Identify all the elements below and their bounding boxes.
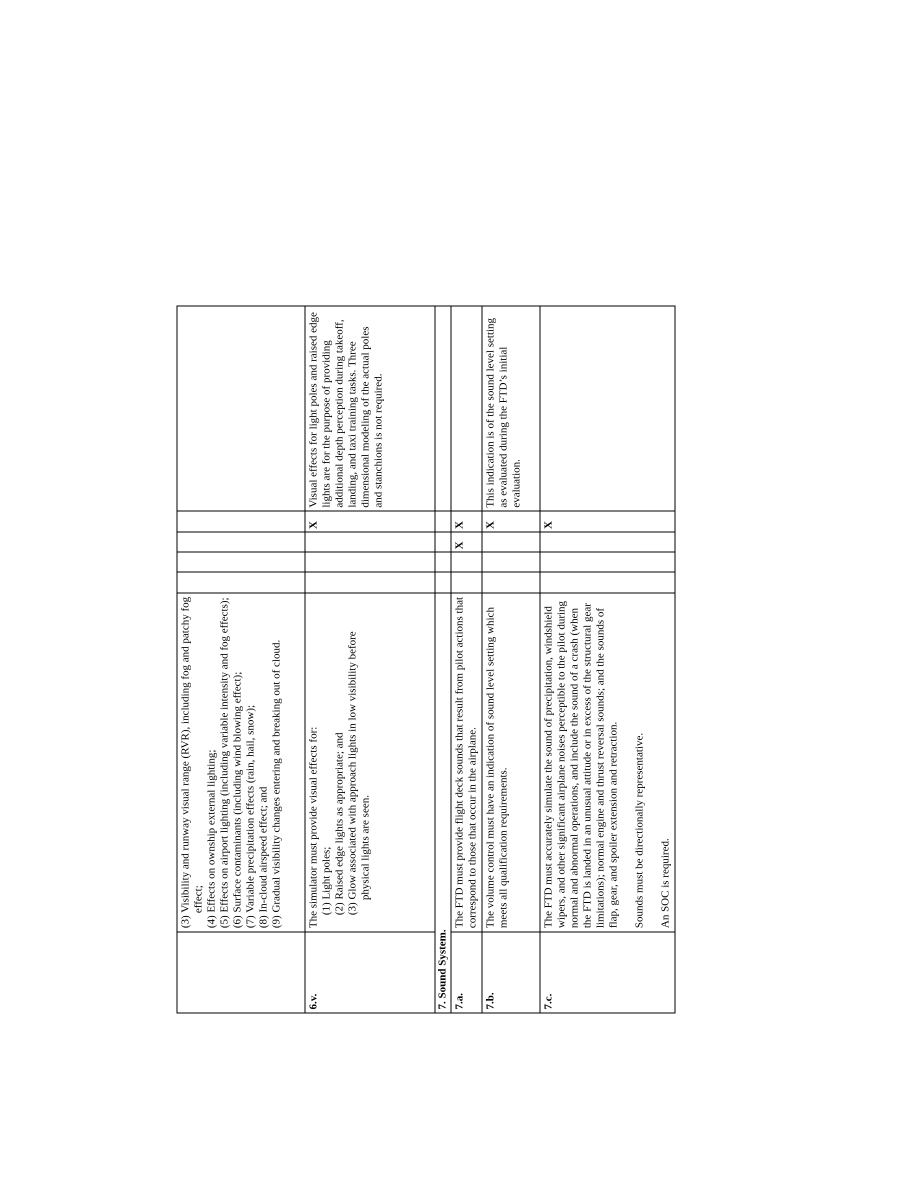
notes-cell xyxy=(540,306,675,511)
row-number: 7.b. xyxy=(482,932,540,1013)
level-cell xyxy=(435,572,451,592)
effects-list xyxy=(321,596,373,928)
notes-cell xyxy=(451,306,482,511)
table-row xyxy=(177,306,305,1013)
level-cell xyxy=(435,552,451,572)
level-cell xyxy=(482,572,540,592)
level-cell xyxy=(305,532,435,552)
requirement-text: The FTD must provide flight deck sounds that result from pilot actions that correspond to those that occur in the airplane. xyxy=(451,593,482,932)
requirement-text: The simulator must provide visual effects for: xyxy=(307,726,320,929)
level-cell xyxy=(177,552,305,572)
level-mark: X xyxy=(451,511,482,531)
notes-text: This indication is of the sound level setting as evaluated during the FTD’s initial evaluation. xyxy=(482,306,540,511)
level-cell xyxy=(482,552,540,572)
notes-cell xyxy=(177,306,305,511)
table-row xyxy=(482,306,540,1013)
level-cell xyxy=(482,532,540,552)
list-item: (9) Gradual visibility changes entering and breaking out of cloud. xyxy=(270,639,283,929)
level-mark: X xyxy=(305,511,435,531)
level-mark: X xyxy=(540,511,675,531)
level-mark: X xyxy=(482,511,540,531)
list-item: (7) Variable precipitation effects (rain, hail, snow); xyxy=(244,704,257,929)
level-mark: X xyxy=(451,532,482,552)
section-title: 7. Sound System. xyxy=(435,593,451,1013)
level-cell xyxy=(451,552,482,572)
level-cell xyxy=(540,572,675,592)
row-number: 7.c. xyxy=(540,932,675,1013)
level-cell xyxy=(177,511,305,531)
requirement-text: Sounds must be directionally representative. xyxy=(633,732,646,929)
level-cell xyxy=(177,532,305,552)
level-cell xyxy=(305,552,435,572)
notes-text: Visual effects for light poles and raised edge lights are for the purpose of providing additional depth perception during takeoff, landing, and taxi training tasks. Three dimensional modeling of the actual poles and stanchions is not required. xyxy=(305,306,435,511)
requirement-cell xyxy=(540,593,675,932)
level-cell xyxy=(540,532,675,552)
row-number: 6.v. xyxy=(305,932,435,1013)
level-cell xyxy=(540,552,675,572)
effects-list xyxy=(180,596,284,928)
row-number: 7.a. xyxy=(451,932,482,1013)
level-cell xyxy=(177,572,305,592)
level-cell xyxy=(435,532,451,552)
level-cell xyxy=(305,572,435,592)
level-cell xyxy=(435,511,451,531)
requirement-text: The FTD must accurately simulate the sound of precipitation, windshield wipers, and other significant airplane noises perceptible to the pilot during normal and abnormal operations, and include the sound of a crash (when the FTD is landed in an unusual attitude or in excess of the structural gear limitations); normal engine and thrust reversal sounds; and the sounds of flap, gear, and spoiler extension and retraction. xyxy=(542,600,620,929)
notes-cell xyxy=(435,306,451,511)
requirement-text: The volume control must have an indication of sound level setting which meets all qualification requirements. xyxy=(482,593,540,932)
requirement-cell xyxy=(305,593,435,932)
list-item: (6) Surface contaminants (including wind blowing effect); xyxy=(231,671,244,929)
requirement-text: An SOC is required. xyxy=(659,838,672,929)
table-row xyxy=(451,306,482,1013)
list-item: (1) Light poles; xyxy=(320,846,333,916)
list-item: (2) Raised edge lights as appropriate; and xyxy=(333,732,346,916)
list-item: (4) Effects on ownship external lighting; xyxy=(205,749,218,929)
spacer xyxy=(621,596,634,928)
table-row xyxy=(305,306,435,1013)
list-item: (8) In-cloud airspeed effect; and xyxy=(257,786,270,929)
list-item: (5) Effects on airport lighting (including variable intensity and fog effects); xyxy=(218,597,231,929)
requirements-table xyxy=(177,306,676,1014)
list-item: (3) Glow associated with approach lights in low visibility before physical lights are seen. xyxy=(346,631,372,916)
row-number-cell xyxy=(177,932,305,1013)
spacer xyxy=(647,596,660,928)
table-row xyxy=(540,306,675,1013)
level-cell xyxy=(451,572,482,592)
requirement-cell xyxy=(177,593,305,932)
list-item: (3) Visibility and runway visual range (RVR), including fog and patchy fog effect; xyxy=(179,596,205,929)
section-row xyxy=(435,306,451,1013)
